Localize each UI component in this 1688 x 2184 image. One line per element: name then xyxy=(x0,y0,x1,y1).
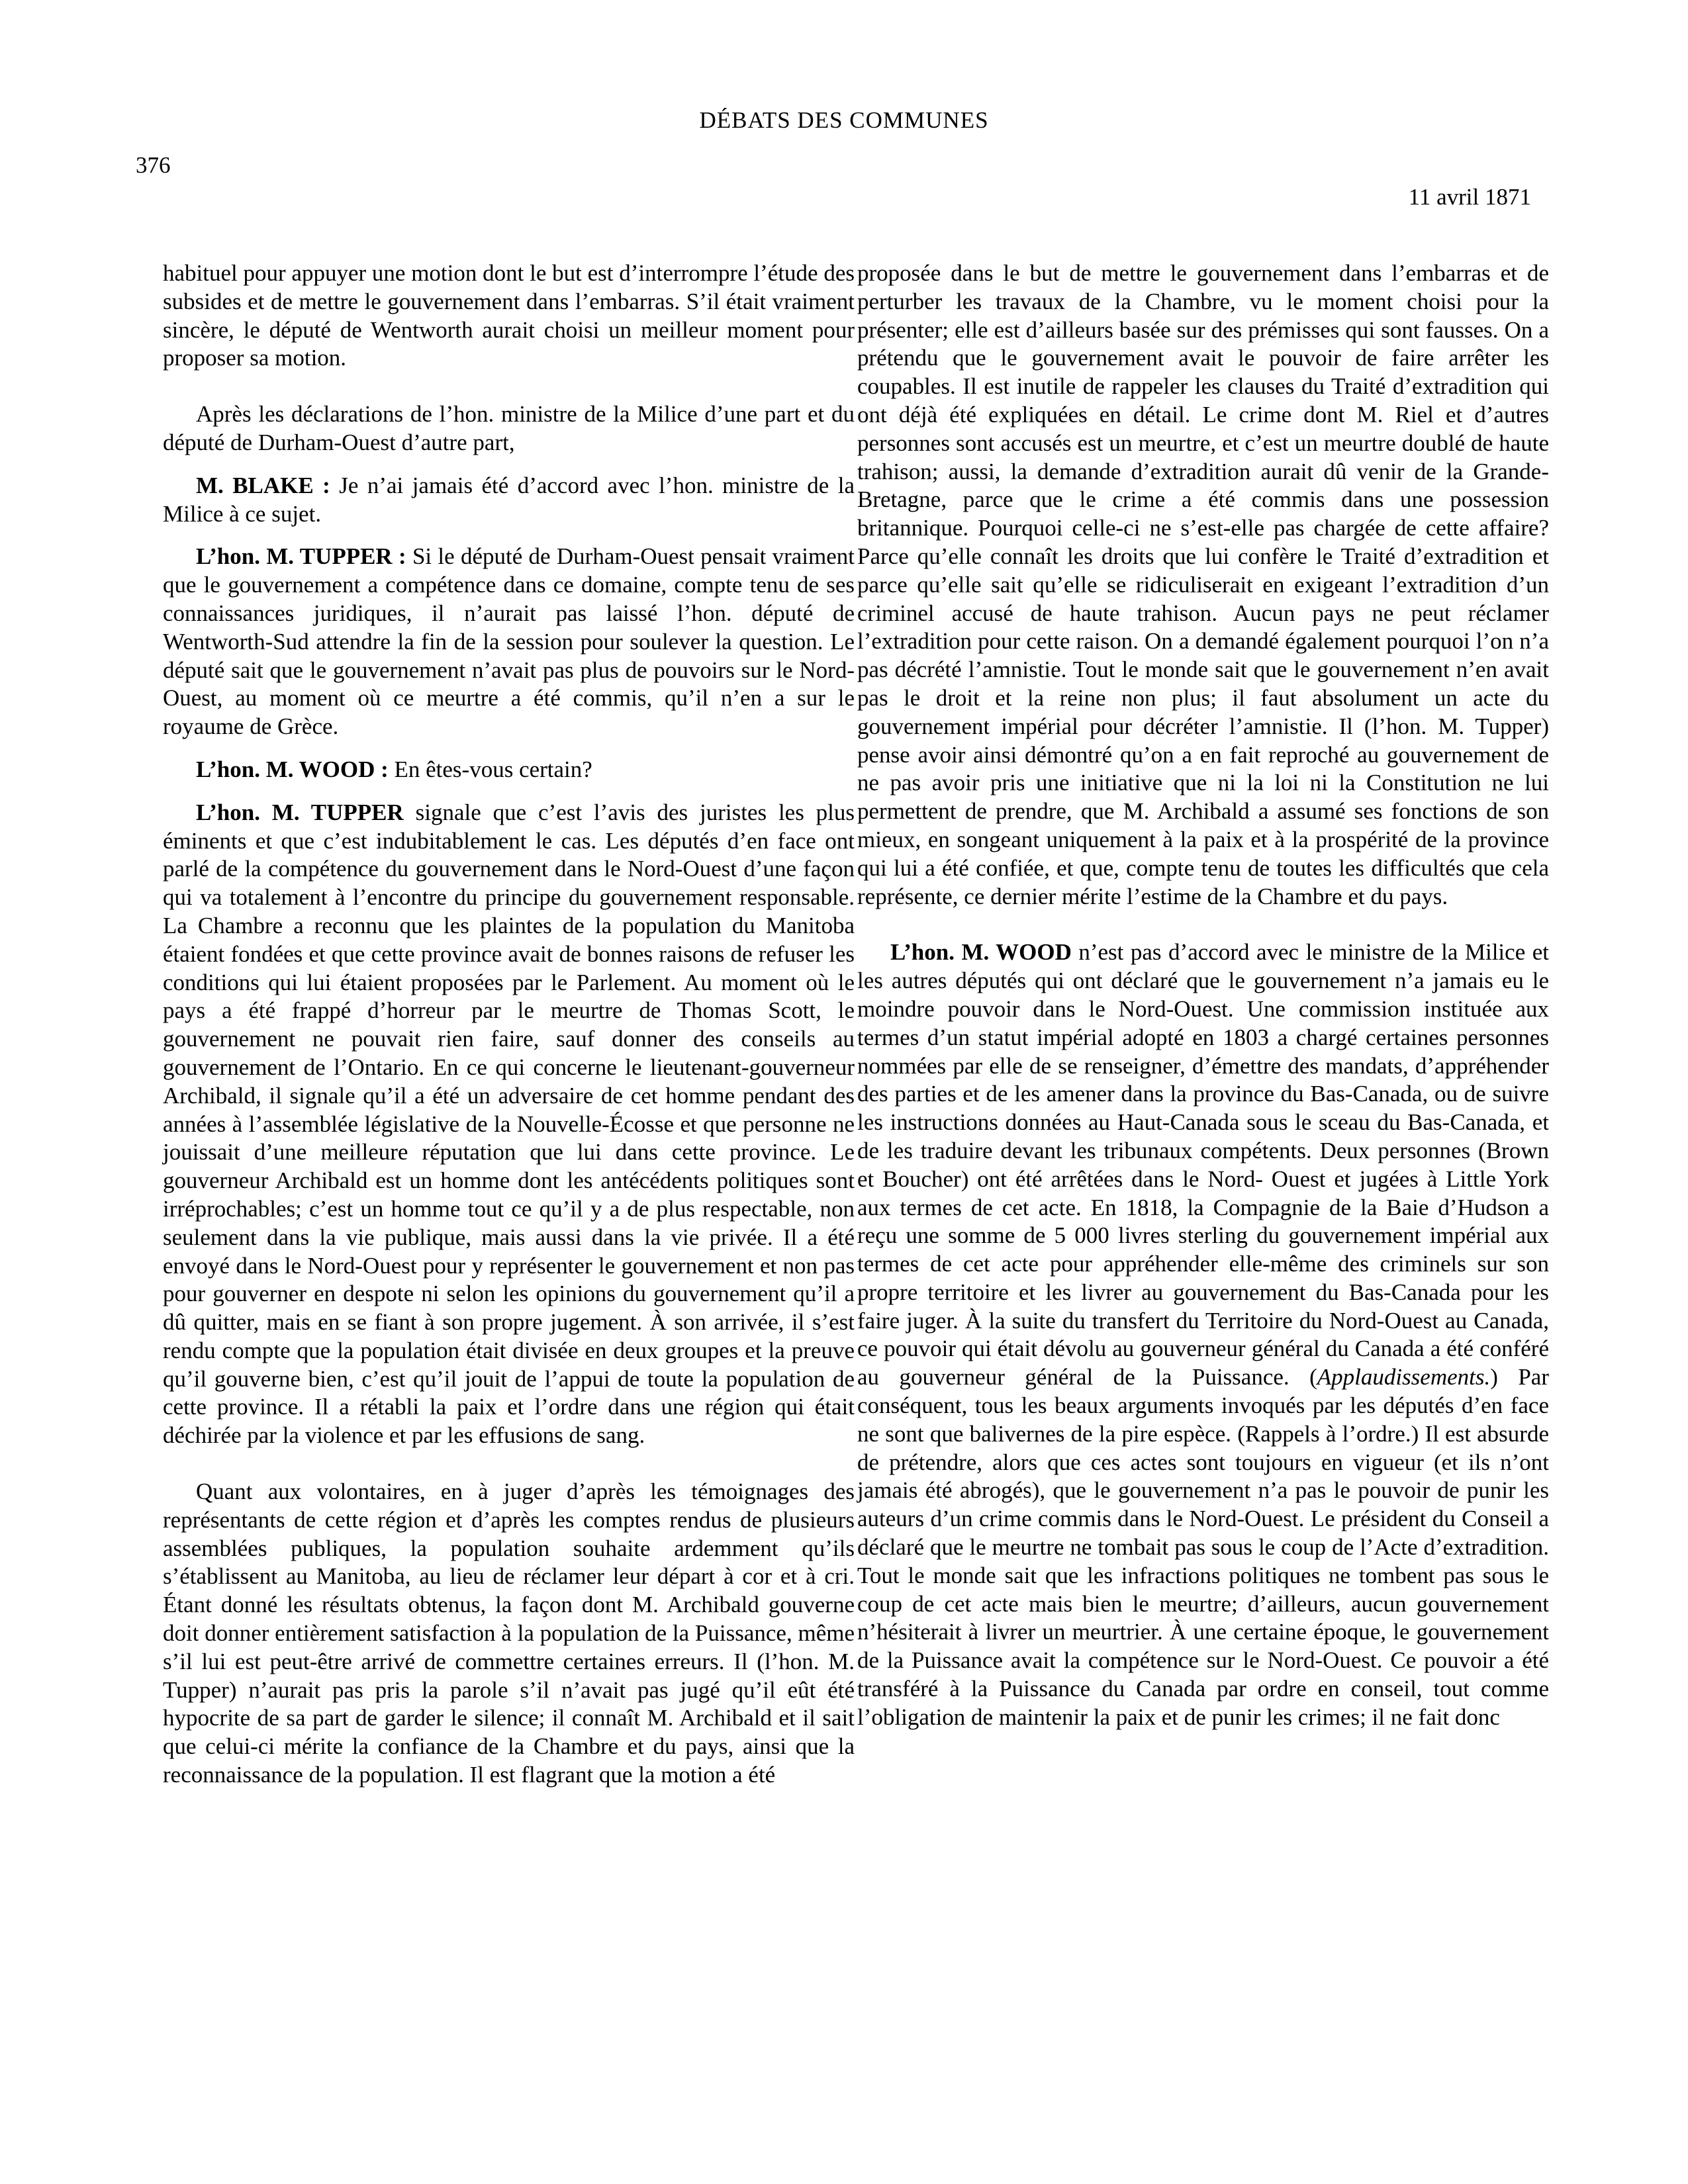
paragraph xyxy=(163,756,855,784)
paragraph xyxy=(163,799,855,1450)
speaker-name: L’hon. M. TUPPER : xyxy=(196,543,406,570)
speech-text: ) Par conséquent, tous les beaux arguments invoqués par les députés d’en face ne sont que balivernes de la pire espèce. (Rappels à l’ordre.) Il est absurde de prétendre, alors que ces actes sont toujours en vigueur (et ils n’ont jamais été abrogés), que le gouvernement n’a pas le pouvoir de punir les auteurs d’un crime commis dans le Nord-Ouest. Le président du Conseil a déclaré que le meurtre ne tombait pas sous le coup de l’Acte d’extradition. Tout le monde sait que les infractions politiques ne tombent pas sous le coup de cet acte mais bien le meurtre; d’ailleurs, aucun gouvernement n’hésiterait à livrer un meurtrier. À une certaine époque, le gouvernement de la Puissance avait la compétence sur le Nord-Ouest. Ce pouvoir a été transféré à la Puissance du Canada par ordre en conseil, tout comme l’obligation de maintenir la paix et de punir les crimes; il ne fait donc xyxy=(857,1364,1549,1730)
paragraph: Quant aux volontaires, en à juger d’après les témoignages des représentants de cette région et d’après les comptes rendus de plusieurs assemblées publiques, la population souhaite ardemment qu’ils s’établissent au Manitoba, au lieu de réclamer leur départ à cor et à cri. Étant donné les résultats obtenus, la façon dont M. Archibald gouverne doit donner entièrement satisfaction à la population de la Puissance, même s’il lui est peut-être arrivé de commettre certaines erreurs. Il (l’hon. M. Tupper) n’aurait pas pris la parole s’il n’avait pas jugé qu’il eût été hypocrite de sa part de garder le silence; il connaît M. Archibald et il sait que celui-ci mérite la confiance de la Chambre et du pays, ainsi que la reconnaissance de la population. Il est flagrant que la motion a été xyxy=(163,1479,855,1788)
speech-text: signale que c’est l’avis des juristes les plus éminents et que c’est indubitablement le cas. Les députés d’en face ont parlé de la compétence du gouvernement dans le Nord-Ouest d’une façon qui va totalement à l’encontre du principe du gouvernement responsable. La Chambre a reconnu que les plaintes de la population du Manitoba étaient fondées et que cette province avait de bonnes raisons de refuser les conditions qui lui étaient proposées par le Parlement. Au moment où le pays a été frappé d’horreur par le meurtre de Thomas Scott, le gouvernement ne pouvait rien faire, sauf donner des conseils au gouvernement de l’Ontario. En ce qui concerne le lieutenant-gouverneur Archibald, il signale qu’il a été un adversaire de cet homme pendant des années à l’assemblée législative de la Nouvelle-Écosse et que personne ne jouissait d’une meilleure réputation que lui dans cette province. Le gouverneur Archibald est un homme dont les antécédents politiques sont irréprochables; c’est un homme tout ce qu’il y a de plus respectable, non seulement dans la vie publique, mais aussi dans la vie privée. Il a été envoyé dans le Nord-Ouest pour y représenter le gouvernement et non pas pour gouverner en despote ni selon les opinions du gouvernement qu’il a dû quitter, mais en se fiant à son propre jugement. À son arrivée, il s’est rendu compte que la population était divisée en deux groupes et la preuve qu’il gouverne bien, c’est qu’il jouit de l’appui de toute la population de cette province. Il a rétabli la paix et l’ordre dans une région qui était déchirée par la violence et par les effusions de sang. xyxy=(163,799,855,1449)
left-column xyxy=(163,259,855,1790)
paragraph: Après les déclarations de l’hon. ministre de la Milice d’une part et du député de Durham-Ouest d’autre part, xyxy=(163,401,855,455)
paragraph xyxy=(857,938,1549,1731)
speech-text: Si le député de Durham-Ouest pensait vraiment que le gouvernement a compétence dans ce domaine, compte tenu de ses connaissances juridiques, il n’aurait pas laissé l’hon. député de Wentworth-Sud attendre la fin de la session pour soulever la question. Le député sait que le gouvernement n’avait pas plus de pouvoirs sur le Nord-Ouest, au moment où ce meurtre a été commis, qu’il n’en a sur le royaume de Grèce. xyxy=(163,543,855,740)
speaker-name: L’hon. M. WOOD xyxy=(890,939,1072,966)
speech-text: Je n’ai jamais été d’accord avec l’hon. ministre de la Milice à ce sujet. xyxy=(163,472,855,527)
paragraph xyxy=(163,543,855,741)
paragraph xyxy=(163,472,855,529)
applause-note: Applaudissements. xyxy=(1317,1364,1491,1390)
right-column xyxy=(857,259,1549,1732)
paragraph: habituel pour appuyer une motion dont le but est d’interrompre l’étude des subsides et de mettre le gouvernement dans l’embarras. S’il était vraiment sincère, le député de Wentworth aurait choisi un meilleur moment pour proposer sa motion. xyxy=(163,260,855,371)
speaker-name: L’hon. M. WOOD : xyxy=(196,756,389,782)
speech-text: n’est pas d’accord avec le ministre de la Milice et les autres députés qui ont déclaré que le gouvernement n’a jamais eu le moindre pouvoir dans le Nord-Ouest. Une commission instituée aux termes d’un statut impérial adopté en 1803 a chargé certaines personnes nommées par elle de se renseigner, d’émettre des mandats, d’appréhender des parties et de les amener dans la province du Bas-Canada, ou de suivre les instructions données au Haut-Canada sous le sceau du Bas-Canada, et de les traduire devant les tribunaux compétents. Deux personnes (Brown et Boucher) ont été arrêtées dans le Nord- Ouest et jugées à Little York aux termes de cet acte. En 1818, la Compagnie de la Baie d’Hudson a reçu une somme de 5 000 livres sterling du gouvernement impérial aux termes de cet acte pour appréhender elle-même des criminels sur son propre territoire et les livrer au gouvernement du Bas-Canada pour les faire juger. À la suite du transfert du Territoire du Nord-Ouest au Canada, ce pouvoir qui était dévolu au gouverneur général du Canada a été conféré au gouverneur général de la Puissance. ( xyxy=(857,939,1549,1390)
running-head: DÉBATS DES COMMUNES xyxy=(699,107,989,133)
paragraph: proposée dans le but de mettre le gouvernement dans l’embarras et de perturber les travaux de la Chambre, vu le moment choisi pour la présenter; elle est d’ailleurs basée sur des prémisses qui sont fausses. On a prétendu que le gouvernement avait le pouvoir de faire arrêter les coupables. Il est inutile de rappeler les clauses du Traité d’extradition qui ont déjà été expliquées en détail. Le crime dont M. Riel et d’autres personnes sont accusés est un meurtre, et c’est un meurtre doublé de haute trahison; aussi, la demande d’extradition aurait dû venir de la Grande-Bretagne, parce que le crime a été commis dans une possession britannique. Pourquoi celle-ci ne s’est-elle pas chargée de cette affaire? Parce qu’elle connaît les droits que lui confère le Traité d’extradition et parce qu’elle sait qu’elle se ridiculiserait en exigeant l’extradition d’un criminel accusé de haute trahison. Aucun pays ne peut réclamer l’extradition pour cette raison. On a demandé également pourquoi l’on n’a pas décrété l’amnistie. Tout le monde sait que le gouvernement n’en avait pas le droit et la reine non plus; il faut absolument un acte du gouvernement impérial pour décréter l’amnistie. Il (l’hon. M. Tupper) pense avoir ainsi démontré qu’on a en fait reproché au gouvernement de ne pas avoir pris une initiative que ni la loi ni la Constitution ne lui permettent de prendre, que M. Archibald a assumé ses fonctions de son mieux, en songeant uniquement à la paix et à la prospérité de la province qui lui a été confiée, et que, compte tenu de toutes les difficultés que cela représente, ce dernier mérite l’estime de la Chambre et du pays. xyxy=(857,260,1549,909)
speech-text: En êtes-vous certain? xyxy=(388,756,592,782)
page-date: 11 avril 1871 xyxy=(1408,184,1531,210)
speaker-name: M. BLAKE : xyxy=(196,472,330,498)
page-number: 376 xyxy=(136,152,171,178)
speaker-name: L’hon. M. TUPPER xyxy=(196,799,404,825)
